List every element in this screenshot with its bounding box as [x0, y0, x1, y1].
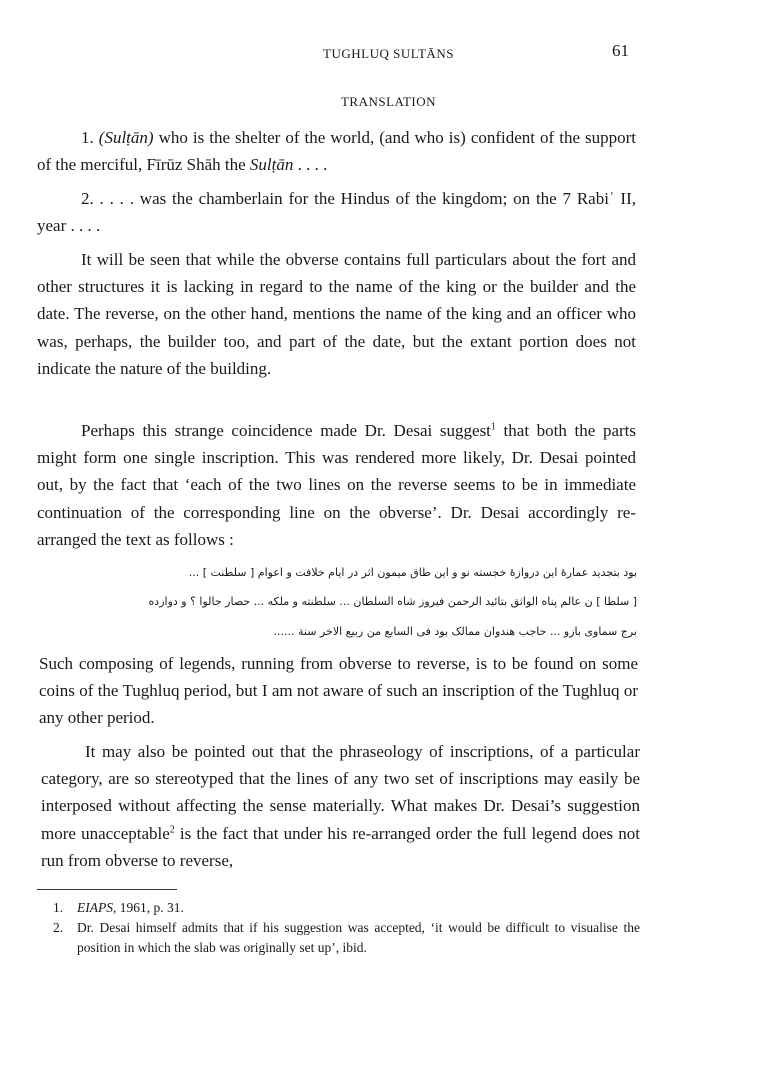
paragraph-text: is the fact that under his re-arranged order the full legend does not run from obverse to reverse,	[41, 823, 640, 870]
footnote	[53, 918, 640, 958]
footnote-number: 2.	[53, 920, 64, 935]
paragraph-text: Perhaps this strange coincidence made Dr. Desai suggest	[81, 421, 491, 440]
footnote-divider	[37, 889, 177, 890]
footnote	[53, 898, 640, 918]
paragraph-text: Such composing of legends, running from obverse to reverse, is to be found on some coins of the Tughluq period, but I am not aware of such an inscription of the Tughluq or any other period.	[39, 654, 638, 728]
footnote-source: EIAPS	[77, 900, 113, 915]
footnote-ref: 2	[169, 823, 175, 835]
body-paragraph	[37, 417, 636, 553]
paragraph-text: It will be seen that while the obverse contains full particulars about the fort and other structures it is lacking in regard to the name of the king or the builder and the date. The reverse, on the other hand, mentions the name of the king and an officer who was, perhaps, the builder too, and part of the date, but the extant portion does not indicate the nature of the building.	[37, 250, 636, 378]
footnote-text: , 1961, p. 31.	[113, 900, 184, 915]
paragraph-text: that both the parts might form one single inscription. This was rendered more likely, Dr. Desai pointed out, by the fact that ‘each of the two lines on the reverse seems to be in immediate continuation of the corresponding line on the obverse’. Dr. Desai accordingly re-arranged the text as follows :	[37, 421, 636, 549]
section-heading: TRANSLATION	[340, 94, 437, 109]
body-paragraph	[37, 246, 636, 382]
translation-text: . . . . was the chamberlain for the Hindus of the kingdom; on the 7 Rabiʿ II, year . . . .	[37, 189, 636, 236]
page-number: 61	[612, 41, 629, 60]
footnotes	[53, 898, 640, 958]
footnote-ref: 1	[490, 421, 496, 433]
ellipsis: . . . .	[293, 155, 328, 175]
paragraph-text: It may also be pointed out that the phraseology of inscriptions, of a particular category, are so stereotyped that the lines of any two set of inscriptions may easily be interposed without affecting the sense materially. What makes Dr. Desai’s suggestion more unacceptable	[41, 742, 640, 843]
translation-text: who is the shelter of the world, (and who is) confident of the support of the merciful, Fīrūz Shāh the	[37, 128, 637, 175]
line-number: 2.	[81, 189, 94, 208]
sultan-term: (Sulṭān)	[98, 128, 154, 147]
persian-text-line: [ سلطا ] ن عالم پناه الواثق بتائید الرحمن فیروز شاه السلطان ... سلطنته و ملکه ... حصار جالوا ؟ و دوازده	[148, 595, 637, 608]
translation-line-1	[37, 124, 636, 178]
body-paragraph	[41, 738, 640, 874]
sultan-term: Sulṭān	[249, 155, 294, 175]
persian-text-line: بود بتجدید عمارهٔ این دروازهٔ خجسته نو و این طاق میمون اثر در ایام خلافت و اعوام [ سلطنت ] ...	[188, 566, 637, 579]
line-number: 1.	[81, 128, 94, 147]
body-paragraph	[39, 650, 638, 732]
footnote-number: 1.	[53, 900, 64, 915]
footnote-text: Dr. Desai himself admits that if his suggestion was accepted, ‘it would be difficult to visualise the position in which the slab was originally set up’, ibid.	[77, 920, 640, 955]
running-head: TUGHLUQ SULTĀNS	[323, 46, 454, 61]
persian-text-line: برج سماوی بازو ... حاجب هندوان ممالک بود فی السابع من ربیع الاخر سنة ......	[273, 625, 637, 638]
translation-line-2	[37, 185, 636, 239]
